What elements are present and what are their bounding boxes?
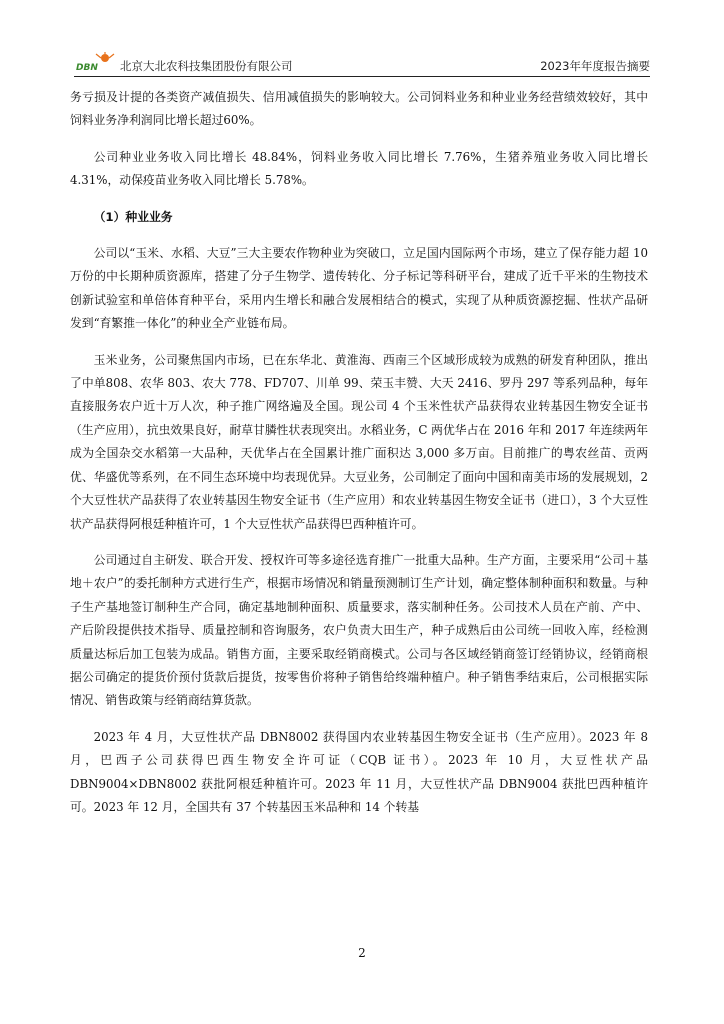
paragraph-crop-business: 玉米业务，公司聚焦国内市场，已在东华北、黄淮海、西南三个区域形成较为成熟的研发育种团队，推出了中单808、农华 803、农大 778、FD707、川单 99、荣玉丰赞、大天 2416、罗丹 297 等系列品种，每年直接服务农户近十万人次，种子推广网络遍及全国。现公司 4 个玉米性状产品获得农业转基因生物安全证书（生产应用），抗虫效果良好，耐草甘膦性状表现突出。水稻业务，C 两优华占在 2016 年和 2017 年连续两年成为全国杂交水稻第一大品种，天优华占在全国累计推广面积达 3,000 多万亩。目前推广的粤农丝苗、贡两优、华盛优等系列，在不同生态环境中均表现优异。大豆业务，公司制定了面向中国和南美市场的发展规划，2 个大豆性状产品获得了农业转基因生物安全证书（生产应用）和农业转基因生物安全证书（进口），3 个大豆性状产品获得阿根廷种植许可，1 个大豆性状产品获得巴西种植许可。 (70, 352, 648, 531)
document-body (70, 86, 648, 832)
paragraph-revenue-growth: 公司种业业务收入同比增长 48.84%，饲料业务收入同比增长 7.76%，生猪养殖业务收入同比增长 4.31%，动保疫苗业务收入同比增长 5.78%。 (70, 149, 648, 188)
report-title: 2023年年度报告摘要 (540, 59, 650, 73)
page-header (74, 50, 650, 77)
dbn-logo-icon (74, 52, 122, 72)
section-title-seed-business: （1）种业业务 (93, 209, 173, 224)
logo-text: DBN (76, 63, 98, 72)
page-number: 2 (358, 946, 366, 960)
paragraph-production-sales: 公司通过自主研发、联合开发、授权许可等多途径选育推广一批重大品种。生产方面，主要采用“公司＋基地＋农户”的委托制种方式进行生产，根据市场情况和销量预测制订生产计划，确定整体制种面积和数量。与种子生产基地签订制种生产合同，确定基地制种面积、质量要求，落实制种任务。公司技术人员在产前、产中、产后阶段提供技术指导、质量控制和咨询服务，农户负责大田生产，种子成熟后由公司统一回收入库，经检测质量达标后加工包装为成品。销售方面，主要采取经销商模式。公司与各区域经销商签订经销协议，经销商根据公司确定的提货价预付货款后提货，按零售价将种子销售给终端种植户。种子销售季结束后，公司根据实际情况、销售政策与经销商结算货款。 (70, 552, 648, 708)
paragraph-seed-overview: 公司以“玉米、水稻、大豆”三大主要农作物种业为突破口，立足国内国际两个市场，建立了保存能力超 10 万份的中长期种质资源库，搭建了分子生物学、遗传转化、分子标记等科研平台，建成了近千平米的生物技术创新试验室和单倍体育种平台，采用内生增长和融合发展相结合的模式，实现了从种质资源挖掘、性状产品研发到“育繁推一体化”的种业全产业链布局。 (70, 246, 648, 331)
company-name: 北京大北农科技集团股份有限公司 (120, 59, 293, 73)
paragraph-continuation: 务亏损及计提的各类资产减值损失、信用减值损失的影响较大。公司饲料业务和种业业务经营绩效较好，其中饲料业务净利润同比增长超过60%。 (70, 90, 648, 128)
paragraph-milestones: 2023 年 4 月，大豆性状产品 DBN8002 获得国内农业转基因生物安全证书（生产应用）。2023 年 8 月，巴西子公司获得巴西生物安全许可证（CQB 证书）。2023 年 10 月，大豆性状产品 DBN9004×DBN8002 获批阿根廷种植许可。2023 年 11 月，大豆性状产品 DBN9004 获批巴西种植许可。2023 年 12 月，全国共有 37 个转基因玉米品种和 14 个转基 (70, 729, 648, 814)
